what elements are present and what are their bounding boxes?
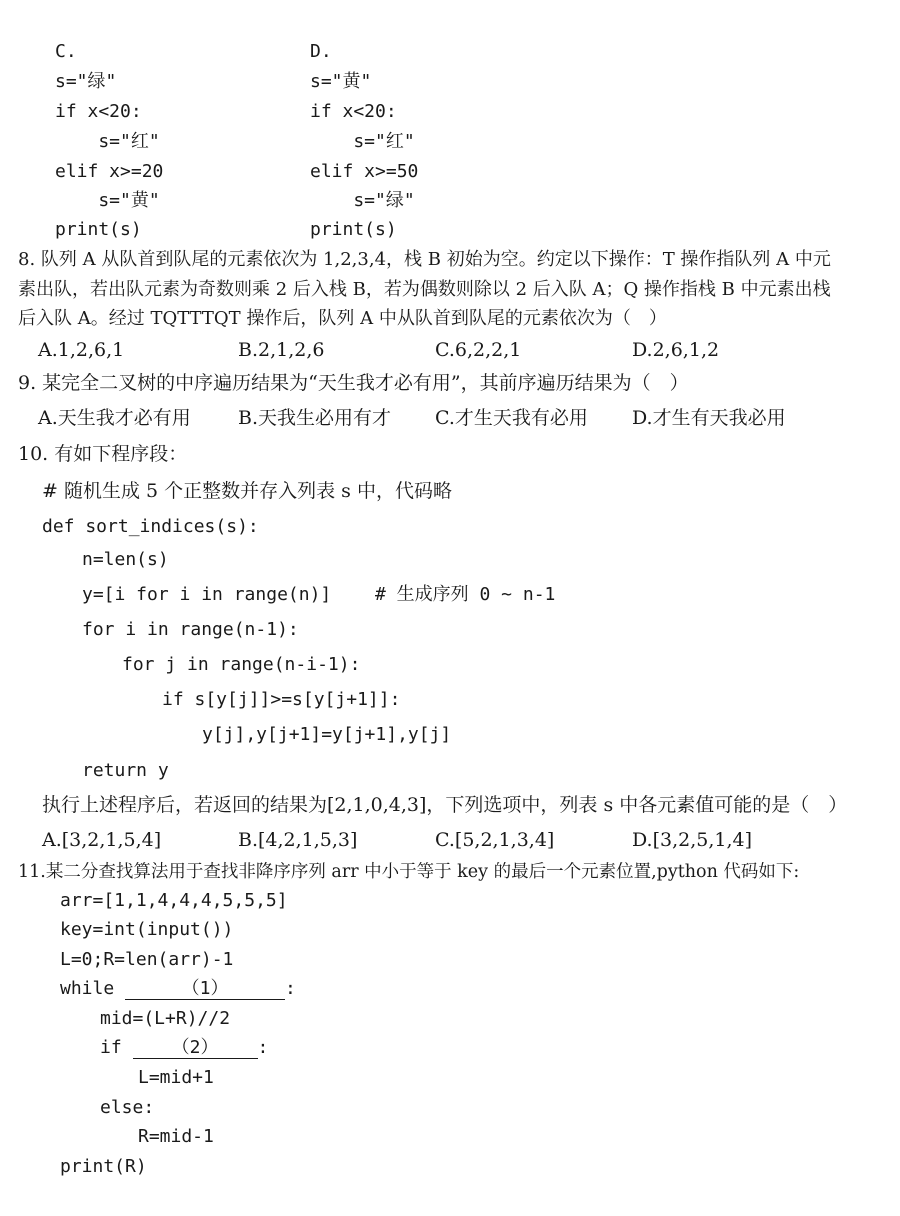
- q7-d-line: elif x>=50: [310, 161, 419, 182]
- q11-code-line: mid=(L+R)//2: [100, 1008, 231, 1029]
- q7-d-line: s="黄": [310, 71, 372, 92]
- q10-option-a: A.[3,2,1,5,4]: [42, 829, 162, 851]
- q11-code-line: R=mid-1: [138, 1126, 214, 1147]
- q11-code-line: [100, 1036, 268, 1060]
- q11-code-line: L=0;R=len(arr)-1: [60, 949, 234, 970]
- q11-colon: :: [257, 1037, 269, 1058]
- q10-option-d: D.[3,2,5,1,4]: [632, 829, 753, 851]
- q8-stem-line: 8. 队列 A 从队首到队尾的元素依次为 1,2,3,4，栈 B 初始为空。约定以下操作：T 操作指队列 A 中元: [18, 249, 831, 270]
- q7-c-line: print(s): [55, 219, 142, 240]
- q11-stem: 11.某二分查找算法用于查找非降序序列 arr 中小于等于 key 的最后一个元素位置,python 代码如下:: [18, 862, 800, 882]
- q7-c-line: s="红": [55, 131, 160, 152]
- q7-c-line: if x<20:: [55, 101, 142, 122]
- q10-stem: 10. 有如下程序段：: [18, 443, 188, 465]
- q7-c-line: s="绿": [55, 71, 117, 92]
- q7-d-line: s="绿": [310, 190, 415, 211]
- q9-option-a: A.天生我才必有用: [38, 407, 191, 429]
- q7-d-label: D.: [310, 41, 332, 62]
- q10-code-line: def sort_indices(s):: [42, 516, 259, 537]
- q8-stem-line: 后入队 A。经过 TQTTTQT 操作后，队列 A 中从队首到队尾的元素依次为（ ）: [18, 308, 667, 329]
- q9-option-d: D.才生有天我必用: [632, 407, 786, 429]
- q11-code-line: key=int(input()): [60, 919, 234, 940]
- q7-d-line: s="红": [310, 131, 415, 152]
- q10-code-line: if s[y[j]]>=s[y[j+1]]:: [162, 689, 401, 710]
- q11-if-keyword: if: [100, 1037, 122, 1058]
- q9-stem: 9. 某完全二叉树的中序遍历结果为“天生我才必有用”，其前序遍历结果为（ ）: [18, 372, 689, 394]
- q10-code-line: y[j],y[j+1]=y[j+1],y[j]: [202, 724, 452, 745]
- q10-question: 执行上述程序后，若返回的结果为[2,1,0,4,3]，下列选项中，列表 s 中各元素值可能的是（ ）: [42, 794, 848, 816]
- q8-option-c: C.6,2,2,1: [435, 339, 522, 361]
- q7-d-line: if x<20:: [310, 101, 397, 122]
- q7-c-line: s="黄": [55, 190, 160, 211]
- q10-comment: # 随机生成 5 个正整数并存入列表 s 中，代码略: [42, 480, 452, 502]
- q11-blank-2: （2）: [133, 1038, 258, 1059]
- q8-stem-line: 素出队，若出队元素为奇数则乘 2 后入栈 B，若为偶数则除以 2 后入队 A；Q 操作指栈 B 中元素出栈: [18, 279, 831, 300]
- q10-code-line: for i in range(n-1):: [82, 619, 299, 640]
- q9-option-b: B.天我生必用有才: [238, 407, 392, 429]
- q11-code-line: else:: [100, 1097, 155, 1118]
- q10-code-line: y=[i for i in range(n)]: [82, 584, 332, 605]
- q11-code-line: arr=[1,1,4,4,4,5,5,5]: [60, 890, 288, 911]
- q10-option-c: C.[5,2,1,3,4]: [435, 829, 555, 851]
- q10-option-b: B.[4,2,1,5,3]: [238, 829, 358, 851]
- q9-option-c: C.才生天我有必用: [435, 407, 588, 429]
- q7-d-line: print(s): [310, 219, 397, 240]
- q7-c-label: C.: [55, 41, 77, 62]
- q11-colon: :: [285, 978, 296, 999]
- q10-code-comment: # 生成序列 0 ~ n-1: [375, 584, 556, 605]
- q8-option-b: B.2,1,2,6: [238, 339, 325, 361]
- q10-code-line: n=len(s): [82, 549, 169, 570]
- q10-code-line: return y: [82, 760, 169, 781]
- q10-code-line: for j in range(n-i-1):: [122, 654, 361, 675]
- q8-option-d: D.2,6,1,2: [632, 339, 720, 361]
- q11-code-line: [60, 977, 296, 1001]
- q8-option-a: A.1,2,6,1: [38, 339, 125, 361]
- q11-while-keyword: while: [60, 978, 115, 999]
- q11-code-line: L=mid+1: [138, 1067, 214, 1088]
- q11-code-line: print(R): [60, 1156, 147, 1177]
- q11-blank-1: （1）: [125, 979, 285, 1000]
- q7-c-line: elif x>=20: [55, 161, 164, 182]
